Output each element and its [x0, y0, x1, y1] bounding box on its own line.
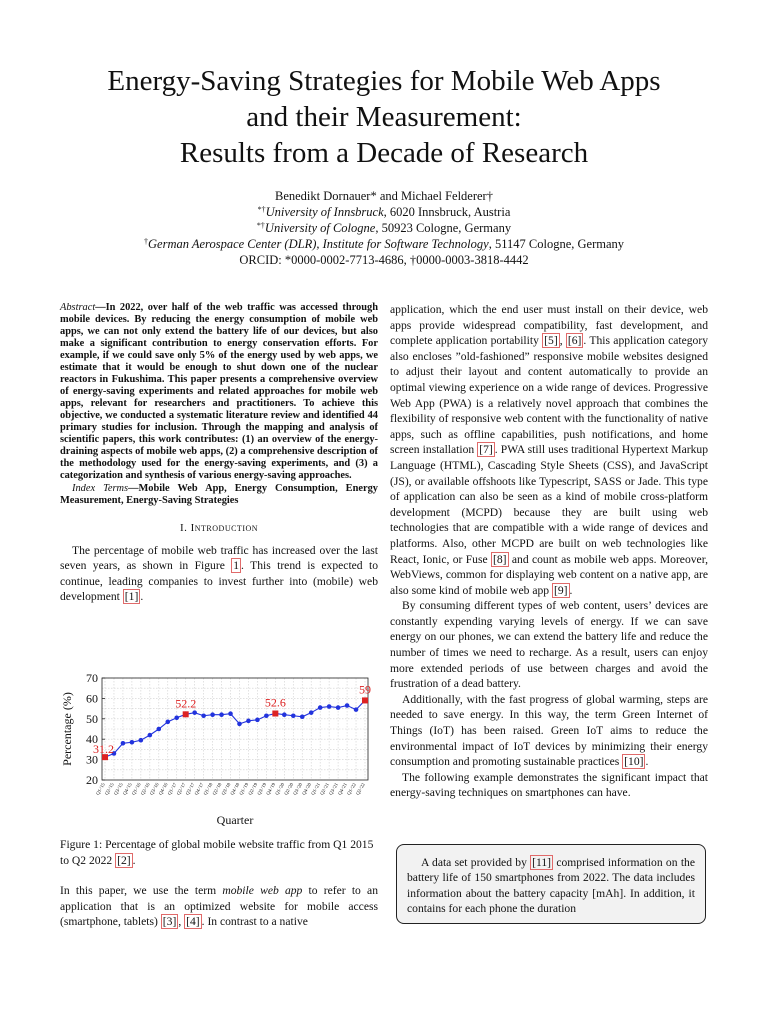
data-point [354, 707, 359, 712]
paragraph-text: , [559, 334, 566, 348]
x-tick-label: Q3-'16 [149, 782, 161, 797]
x-tick-label: Q3-'21 [328, 782, 340, 797]
x-tick-label: Q4-'17 [194, 782, 206, 797]
paragraph-text: . [645, 755, 649, 769]
definition-paragraph [60, 883, 378, 930]
data-point [318, 705, 323, 710]
box-text: A data set provided by [421, 856, 531, 869]
caption-text: Figure 1: Percentage of global mobile website traffic from Q1 2015 to Q2 2022 [60, 838, 374, 867]
x-tick-label: Q1-'22 [346, 782, 358, 797]
citation-link[interactable]: [5] [544, 334, 558, 348]
x-tick-label: Q1-'16 [131, 782, 143, 797]
intro-text: The percentage of mobile web traffic has increased over the last seven years, as shown in Figure [60, 543, 378, 573]
paper-title [40, 63, 728, 171]
title-line: and their Measurement: [246, 101, 522, 133]
affiliation-marks: *† [257, 205, 266, 214]
abstract [60, 302, 378, 482]
citation-link[interactable]: [9] [553, 583, 568, 597]
abstract-text: —In 2022, over half of the web traffic was accessed through mobile devices. By reducing the energy consumption of mobile web apps, we can not only extend the battery life of our devices, but also make a significant contribution to energy conservation efforts. For example, if we could save only 5% of the energy used by web apps, we estimate that it would be enough to shut down one of the nuclear reactors in Fukushima. This paper presents a comprehensive overview of energy-saving experiments and related approaches for mobile web apps, relevant for researchers and practitioners. To achieve this objective, we conducted a systematic literature review and identified 44 primary studies for inclusion. Through the mapping and analysis of scientific papers, this work contributes: (1) an overview of the energy-draining aspects of mobile web apps, (2) a comprehensive description of the methodology used for the energy-saving experiments, and (3) a categorization and synthesis of various energy-saving approaches. [60, 302, 378, 481]
data-point [291, 713, 296, 718]
mobile-traffic-chart [60, 672, 378, 832]
data-point [345, 703, 350, 708]
y-axis-label: Percentage (%) [60, 692, 74, 766]
term-mobile-web-app: mobile web app [222, 884, 303, 897]
green-iot-paragraph [390, 692, 708, 770]
x-tick-label: Q2-'21 [319, 782, 331, 797]
example-intro-paragraph: The following example demonstrates the significant impact that energy-saving techniques on smartphones can have. [390, 770, 708, 800]
x-tick-label: Q2-'15 [104, 782, 116, 797]
example-box-text [407, 855, 695, 917]
title-line: Results from a Decade of Research [179, 137, 589, 169]
data-point [255, 718, 260, 723]
citation-link[interactable]: [2] [117, 853, 131, 867]
intro-text: . [140, 590, 144, 604]
x-tick-label: Q3-'20 [293, 782, 304, 797]
affiliation-address: , 6020 Innsbruck, Austria [383, 205, 511, 219]
data-point [237, 722, 242, 727]
citation-link[interactable]: [3] [162, 915, 177, 929]
paragraph-text: . PWA still uses traditional Hypertext Markup Language (HTML), Cascading Style Sheets (CSS), and JavaScript (JS), or available offshoots like Typescript, SASS or Jade. This type of application can also be seen as a kind of mobile cross-platform development (MCPD) because they are built using web technologies that are compatible with a wide range of devices and platforms. Also, other MCPD are built on web technologies like React, Ionic, or Fuse [390, 443, 708, 566]
affiliation-address: , 51147 Cologne, Germany [488, 237, 624, 251]
data-point [228, 711, 233, 716]
x-tick-label: Q4-'16 [158, 782, 170, 797]
citation-link[interactable]: [11] [532, 856, 552, 869]
data-point [246, 719, 251, 724]
affiliation-org: University of Cologne [264, 221, 376, 235]
x-tick-label: Q1-'17 [167, 782, 179, 797]
author-block [40, 188, 728, 268]
highlighted-point [272, 710, 278, 716]
x-tick-label: Q2-'20 [284, 782, 296, 797]
x-tick-label: Q3-'19 [257, 782, 269, 797]
y-tick-label: 30 [86, 752, 98, 767]
paragraph-text: application, which the end user must install on their device, web apps provide widespread compatibility, fast development, and complete application portability [390, 303, 708, 348]
x-tick-label: Q2-'22 [355, 782, 367, 797]
left-column [60, 302, 378, 605]
x-tick-label: Q1-'20 [275, 782, 287, 797]
index-terms-text: —Mobile Web App, Energy Consumption, Energy Measurement, Energy-Saving Strategies [60, 483, 378, 506]
x-tick-label: Q4-'19 [266, 782, 278, 797]
data-point [264, 713, 269, 718]
data-point [219, 712, 224, 717]
index-terms [60, 483, 378, 507]
data-label: 52.2 [175, 696, 197, 711]
x-tick-label: Q2-'16 [140, 782, 152, 797]
citation-link[interactable]: [7] [479, 443, 493, 457]
paragraph-text: . [569, 583, 573, 597]
web-app-paragraph [390, 302, 708, 598]
title-line: Energy-Saving Strategies for Mobile Web Apps [107, 65, 661, 97]
highlighted-point [362, 697, 368, 703]
y-tick-label: 40 [86, 732, 98, 747]
intro-text: . This trend is expected to continue, leading companies to invest further into (mobile) web development [60, 559, 379, 604]
figure-caption [60, 837, 378, 868]
data-label: 31.2 [93, 742, 114, 757]
paragraph-text: and count as mobile web apps. Moreover, WebViews, common for displaying web content on a native app, are also some kind of mobile web app [390, 552, 708, 597]
x-tick-label: Q4-'20 [302, 782, 313, 797]
citation-link[interactable]: [1] [124, 590, 139, 604]
energy-paragraph: By consuming different types of web content, users’ devices are constantly expending varying levels of energy. If we can save energy on our phones, we can extend the battery life and reduce the number of times we need to recharge. As a result, users can enjoy more extended periods of use between charges and avoid the frustration of a dead battery. [390, 599, 708, 691]
y-tick-label: 70 [86, 672, 98, 685]
data-point [210, 712, 215, 717]
x-tick-label: Q1-'15 [95, 782, 107, 797]
data-point [327, 704, 332, 709]
x-axis-label: Quarter [216, 813, 254, 827]
affiliation-1 [40, 204, 728, 220]
index-terms-lead: Index Terms [72, 483, 129, 494]
citation-link[interactable]: [10] [624, 755, 644, 769]
figure-1 [60, 672, 378, 832]
abstract-lead: Abstract [60, 302, 96, 313]
data-point [139, 738, 144, 743]
data-point [174, 715, 179, 720]
paragraph-text: . This application category also encloses ”old-fashioned” responsive mobile websites designed to adjust their layout and content automatically to provide an optimal viewing experience on a wide range of devices. Progressive Web App (PWA) is a relatively novel approach that combines the flexibility of responsive web content with the functionality of native apps, such as offline capabilities, push notifications, and home screen installation [390, 334, 709, 457]
paragraph-text: Additionally, with the fast progress of global warming, steps are needed to save energy. In this way, the term Green Internet of Things (IoT) has been raised. Green IoT aims to reduce the environmental impact of IoT devices by minimizing their energy consumption and promoting sustainable practices [390, 692, 708, 769]
author-names: Benedikt Dornauer* and Michael Felderer† [275, 189, 493, 203]
x-tick-label: Q4-'18 [230, 782, 242, 797]
y-tick-label: 50 [86, 711, 98, 726]
paragraph-text: In this paper, we use the term [60, 884, 223, 897]
data-point [336, 705, 341, 710]
x-tick-label: Q3-'18 [221, 782, 233, 797]
right-column [390, 302, 708, 801]
data-point [309, 710, 314, 715]
x-tick-label: Q1-'19 [239, 782, 251, 797]
example-box [396, 844, 706, 924]
x-tick-label: Q1-'18 [203, 782, 215, 797]
data-point [165, 720, 170, 725]
paragraph-text: , [178, 915, 185, 929]
caption-text: . [132, 853, 136, 867]
figure-link[interactable]: 1 [233, 559, 240, 573]
affiliation-address: , 50923 Cologne, Germany [375, 221, 512, 235]
data-point [148, 733, 153, 738]
orcid-line: ORCID: *0000-0002-7713-4686, †0000-0003-3818-4442 [239, 253, 529, 267]
affiliation-org: University of Innsbruck [265, 205, 384, 219]
x-tick-label: Q1-'21 [311, 782, 322, 797]
paragraph-text: . In contrast to a native [201, 915, 308, 929]
x-tick-label: Q2-'19 [248, 782, 260, 797]
affiliation-2 [40, 220, 728, 236]
affiliation-3 [40, 236, 728, 252]
highlighted-point [183, 711, 189, 717]
data-point [300, 714, 305, 719]
section-heading-introduction: I. Introduction [179, 522, 259, 534]
data-point [282, 712, 287, 717]
x-tick-label: Q3-'17 [185, 782, 197, 797]
paragraph-text: to refer to an application that is an optimized website for mobile access (smartphone, tablets) [60, 884, 378, 929]
y-tick-label: 60 [86, 691, 98, 706]
x-tick-label: Q2-'17 [176, 782, 188, 797]
x-tick-label: Q3-'15 [113, 782, 125, 797]
data-point [130, 740, 135, 745]
citation-link[interactable]: [8] [493, 552, 507, 566]
y-tick-label: 20 [86, 773, 98, 787]
citation-link[interactable]: [6] [567, 334, 582, 348]
x-tick-label: Q4-'15 [122, 782, 134, 797]
data-point [156, 727, 161, 732]
data-label: 52.6 [264, 695, 286, 710]
affiliation-org: German Aerospace Center (DLR), Institute for Software Technology [148, 237, 489, 251]
affiliation-marks: *† [256, 221, 265, 230]
data-point [121, 741, 126, 746]
data-point [201, 713, 206, 718]
data-point [192, 710, 197, 715]
x-tick-label: Q2-'18 [212, 782, 224, 797]
affiliation-marks: † [144, 237, 148, 246]
intro-paragraph [60, 543, 378, 605]
citation-link[interactable]: [4] [186, 915, 200, 929]
x-tick-label: Q4-'21 [337, 782, 349, 797]
box-text: comprised information on the battery life of 150 smartphones from 2022. The data includes information about the battery capacity [mAh]. In addition, it contains for each phone the duration [407, 856, 695, 916]
data-label: 59 [359, 682, 371, 697]
